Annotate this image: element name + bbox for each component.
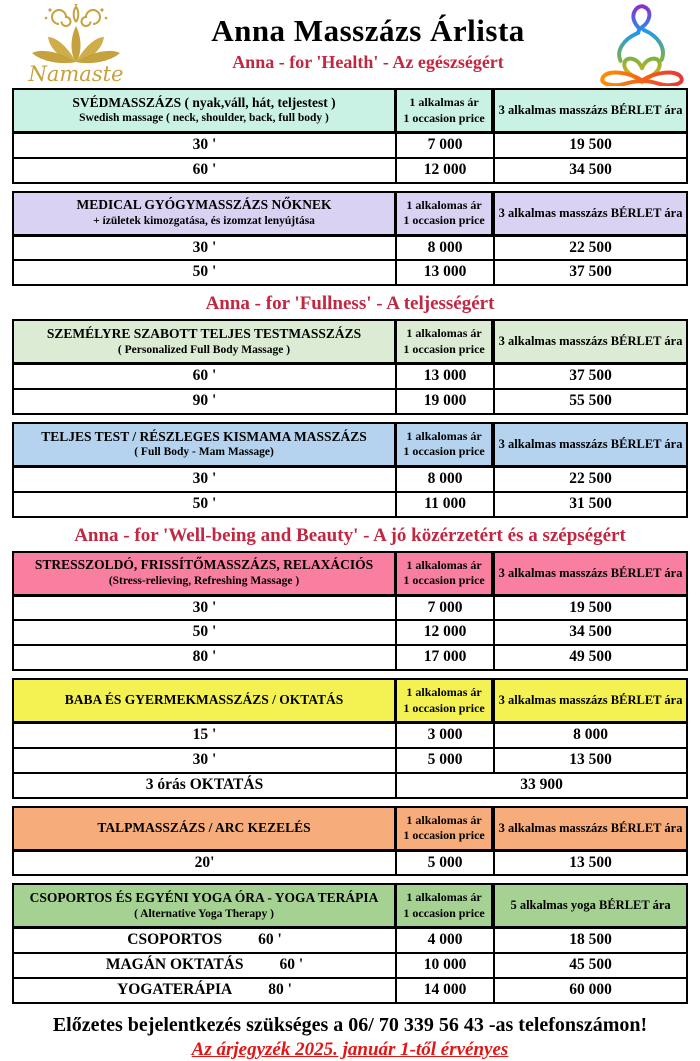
service-name-cell [14, 193, 397, 234]
pass-price-header-cell [495, 321, 686, 362]
pass-price-header-cell [495, 424, 686, 465]
table-row [14, 237, 686, 260]
table-header-row [14, 321, 686, 365]
service-title: BABA ÉS GYERMEKMASSZÁZS / OKTATÁS [64, 692, 344, 708]
service-row-label: 15 ' [192, 726, 217, 744]
service-subtitle: ( Personalized Full Body Massage ) [117, 343, 291, 356]
service-subtitle: ( Alternative Yoga Therapy ) [134, 907, 274, 920]
pass-price-cell: 19 500 [569, 598, 612, 616]
service-name-cell [14, 808, 397, 849]
service-name-cell [14, 680, 397, 721]
single-price-label-en: 1 occasion price [403, 573, 485, 588]
service-subtitle: ( Full Body - Mam Massage) [134, 446, 274, 459]
table-row [14, 772, 686, 797]
service-name-cell [14, 885, 397, 926]
service-title: STRESSZOLDÓ, FRISSÍTŐMASSZÁZS, RELAXÁCIÓS [34, 557, 374, 573]
price-table [12, 319, 688, 415]
table-row [14, 977, 686, 1002]
price-table [12, 191, 688, 287]
single-price-label-hu: 1 alkalmas ár [409, 94, 479, 109]
pass-price-cell: 37 500 [569, 367, 612, 385]
service-row-label: 60 ' [192, 367, 217, 385]
table-row [14, 157, 686, 182]
service-subtitle: Swedish massage ( neck, shoulder, back, full body ) [79, 112, 329, 125]
table-header-row [14, 193, 686, 237]
service-subtitle: (Stress-relieving, Refreshing Massage ) [108, 575, 300, 588]
single-price-label-hu: 1 alkalomas ár [406, 557, 482, 572]
yoga-logo [584, 0, 700, 91]
table-row [14, 952, 686, 977]
single-price-label-hu: 1 alkalomas ár [406, 197, 482, 212]
section-title: Anna - for 'Well-being and Beauty' - A jó közérzetért és a szépségért [74, 524, 626, 546]
service-title: CSOPORTOS ÉS EGYÉNI YOGA ÓRA - YOGA TERÁPIA [29, 890, 379, 906]
table-row [14, 491, 686, 516]
pass-price-label: 3 alkalmas masszázs BÉRLET ára [498, 565, 683, 580]
service-title: TALPMASSZÁZS / ARC KEZELÉS [97, 819, 311, 835]
pass-price-cell: 60 000 [569, 981, 612, 999]
duration-cell [14, 237, 397, 260]
service-row-label: 30 ' [192, 598, 217, 616]
pass-price-cell: 19 500 [569, 136, 612, 153]
rainbow-yoga-icon [594, 2, 690, 86]
service-row-label: 80 ' [192, 648, 217, 666]
pass-price-label: 3 alkalmas masszázs BÉRLET ára [498, 103, 683, 117]
validity-note: Az árjegyzék 2025. január 1-től érvényes [191, 1038, 509, 1060]
service-row-label: 90 ' [192, 392, 217, 410]
single-price-cell: 3 000 [397, 724, 495, 747]
pass-price-header-cell [495, 885, 686, 926]
duration-value: 60 ' [279, 956, 304, 974]
table-header-row [14, 553, 686, 597]
namaste-lotus-icon [15, 4, 137, 86]
single-price-label-hu: 1 alkalomas ár [406, 812, 482, 827]
service-row-label: MAGÁN OKTATÁS [105, 956, 244, 974]
pass-price-cell: 22 500 [569, 469, 612, 487]
pass-price-label: 3 alkalmas masszázs BÉRLET ára [498, 205, 683, 220]
duration-value: 80 ' [268, 981, 292, 999]
service-title: SZEMÉLYRE SZABOTT TELJES TESTMASSZÁZS [46, 325, 362, 341]
single-price-label-en: 1 occasion price [403, 905, 485, 920]
service-row-label: 50 ' [192, 263, 217, 281]
single-price-cell: 5 000 [397, 749, 495, 772]
duration-cell [14, 852, 397, 875]
service-row-label: 30 ' [192, 469, 217, 487]
table-row [14, 365, 686, 388]
pass-price-cell: 13 500 [569, 750, 612, 768]
price-table [12, 883, 688, 1003]
table-row [14, 724, 686, 747]
service-row-label: 50 ' [192, 623, 217, 641]
single-price-label-en: 1 occasion price [403, 341, 485, 356]
section-title: Anna - for 'Fullness' - A teljességért [205, 293, 495, 315]
table-row [14, 852, 686, 875]
single-price-header-cell [397, 90, 495, 131]
header-titles [152, 0, 584, 73]
single-price-header-cell [397, 321, 495, 362]
duration-cell [14, 261, 397, 284]
pass-price-cell: 34 500 [569, 160, 612, 178]
table-row [14, 259, 686, 284]
single-price-cell: 17 000 [397, 646, 495, 669]
single-price-header-cell [397, 424, 495, 465]
service-row-label: 20' [194, 853, 215, 871]
page-header [0, 0, 700, 88]
page-title: Anna Masszázs Árlista [211, 13, 525, 48]
price-table [12, 806, 688, 877]
service-name-cell [14, 321, 397, 362]
pass-price-cell: 34 500 [569, 623, 612, 641]
single-price-label-en: 1 occasion price [403, 828, 485, 843]
single-price-cell: 10 000 [397, 954, 495, 977]
single-price-cell: 7 000 [397, 134, 495, 157]
service-row-label: 60 ' [192, 160, 217, 178]
table-row [14, 134, 686, 157]
single-price-label-hu: 1 alkalomas ár [406, 685, 482, 700]
duration-cell [14, 597, 397, 620]
service-row-label: CSOPORTOS [127, 931, 223, 949]
table-row [14, 468, 686, 491]
page-footer [0, 1014, 700, 1061]
duration-cell [14, 749, 397, 772]
booking-note: Előzetes bejelentkezés szükséges a 06/ 70 339 56 43 -as telefonszámon! [52, 1013, 648, 1036]
service-row-label: 30 ' [192, 750, 217, 768]
pass-price-label: 3 alkalmas masszázs BÉRLET ára [498, 436, 683, 451]
duration-cell [14, 134, 397, 157]
single-price-label-hu: 1 alkalomas ár [406, 890, 482, 905]
duration-cell [14, 979, 397, 1002]
pass-price-label: 3 alkalmas masszázs BÉRLET ára [498, 693, 683, 708]
pass-price-header-cell [495, 553, 686, 594]
price-table [12, 88, 688, 184]
service-title: SVÉDMASSZÁZS ( nyak,váll, hát, teljestest ) [72, 94, 336, 110]
pass-price-cell: 22 500 [569, 238, 612, 256]
single-price-header-cell [397, 808, 495, 849]
pass-price-header-cell [495, 90, 686, 131]
table-row [14, 388, 686, 413]
table-header-row [14, 424, 686, 468]
single-price-cell: 4 000 [397, 929, 495, 952]
single-price-header-cell [397, 680, 495, 721]
duration-cell [14, 621, 397, 644]
service-subtitle: + ízületek kimozgatása, és izomzat lenyújtása [93, 215, 315, 228]
pass-price-cell: 13 500 [569, 853, 612, 871]
price-table [12, 678, 688, 798]
service-title: TELJES TEST / RÉSZLEGES KISMAMA MASSZÁZS [41, 428, 367, 444]
single-price-cell: 12 000 [397, 159, 495, 182]
table-row [14, 644, 686, 669]
single-price-label-en: 1 occasion price [403, 213, 485, 228]
duration-cell [14, 724, 397, 747]
single-price-cell: 12 000 [397, 621, 495, 644]
pass-price-label: 3 alkalmas masszázs BÉRLET ára [498, 820, 683, 835]
service-title: MEDICAL GYÓGYMASSZÁZS NŐKNEK [76, 197, 332, 213]
duration-cell [14, 493, 397, 516]
pass-price-header-cell [495, 808, 686, 849]
single-price-cell: 5 000 [397, 852, 495, 875]
sections [0, 88, 700, 1004]
table-row [14, 747, 686, 772]
pass-price-cell: 45 500 [569, 956, 612, 974]
section-title-health: Anna - for 'Health' - Az egészségért [232, 52, 504, 72]
single-price-label-en: 1 occasion price [403, 110, 485, 125]
duration-cell [14, 929, 397, 952]
service-row-label: 30 ' [192, 136, 217, 153]
pass-price-cell: 55 500 [569, 392, 612, 410]
pass-price-header-cell [495, 680, 686, 721]
single-price-cell: 8 000 [397, 237, 495, 260]
service-name-cell [14, 90, 397, 131]
single-price-header-cell [397, 193, 495, 234]
duration-cell [14, 159, 397, 182]
single-price-label-en: 1 occasion price [403, 700, 485, 715]
service-row-label: 3 órás OKTATÁS [145, 775, 264, 793]
duration-cell [14, 646, 397, 669]
duration-value: 60 ' [258, 931, 282, 949]
table-header-row [14, 885, 686, 929]
single-price-cell: 8 000 [397, 468, 495, 491]
price-table [12, 422, 688, 518]
namaste-logo [0, 0, 152, 91]
service-name-cell [14, 424, 397, 465]
single-price-cell: 13 000 [397, 365, 495, 388]
service-name-cell [14, 553, 397, 594]
duration-cell [14, 365, 397, 388]
price-table [12, 551, 688, 671]
pass-price-cell: 37 500 [569, 263, 612, 281]
duration-cell [14, 468, 397, 491]
pass-price-cell: 31 500 [569, 494, 612, 512]
single-price-header-cell [397, 553, 495, 594]
pass-price-cell: 8 000 [573, 726, 608, 744]
pass-price-label: 5 alkalmas yoga BÉRLET ára [510, 898, 671, 913]
duration-cell [14, 774, 397, 797]
merged-price-cell: 33 900 [520, 775, 563, 793]
single-price-cell: 7 000 [397, 597, 495, 620]
table-row [14, 929, 686, 952]
single-price-label-en: 1 occasion price [403, 444, 485, 459]
single-price-label-hu: 1 alkalomas ár [406, 326, 482, 341]
single-price-cell: 13 000 [397, 261, 495, 284]
table-header-row [14, 680, 686, 724]
service-row-label: 50 ' [192, 494, 217, 512]
pass-price-header-cell [495, 193, 686, 234]
pass-price-cell: 18 500 [569, 931, 612, 949]
pass-price-label: 3 alkalmas masszázs BÉRLET ára [498, 334, 683, 349]
service-row-label: YOGATERÁPIA [117, 981, 233, 999]
single-price-cell: 19 000 [397, 390, 495, 413]
table-header-row [14, 90, 686, 134]
service-row-label: 30 ' [192, 238, 217, 256]
single-price-cell: 14 000 [397, 979, 495, 1002]
duration-cell [14, 390, 397, 413]
table-header-row [14, 808, 686, 852]
single-price-cell: 11 000 [397, 493, 495, 516]
single-price-header-cell [397, 885, 495, 926]
table-row [14, 619, 686, 644]
single-price-label-hu: 1 alkalomas ár [406, 428, 482, 443]
namaste-logo-text: Namaste [28, 62, 124, 86]
table-row [14, 597, 686, 620]
pass-price-cell: 49 500 [569, 648, 612, 666]
duration-cell [14, 954, 397, 977]
